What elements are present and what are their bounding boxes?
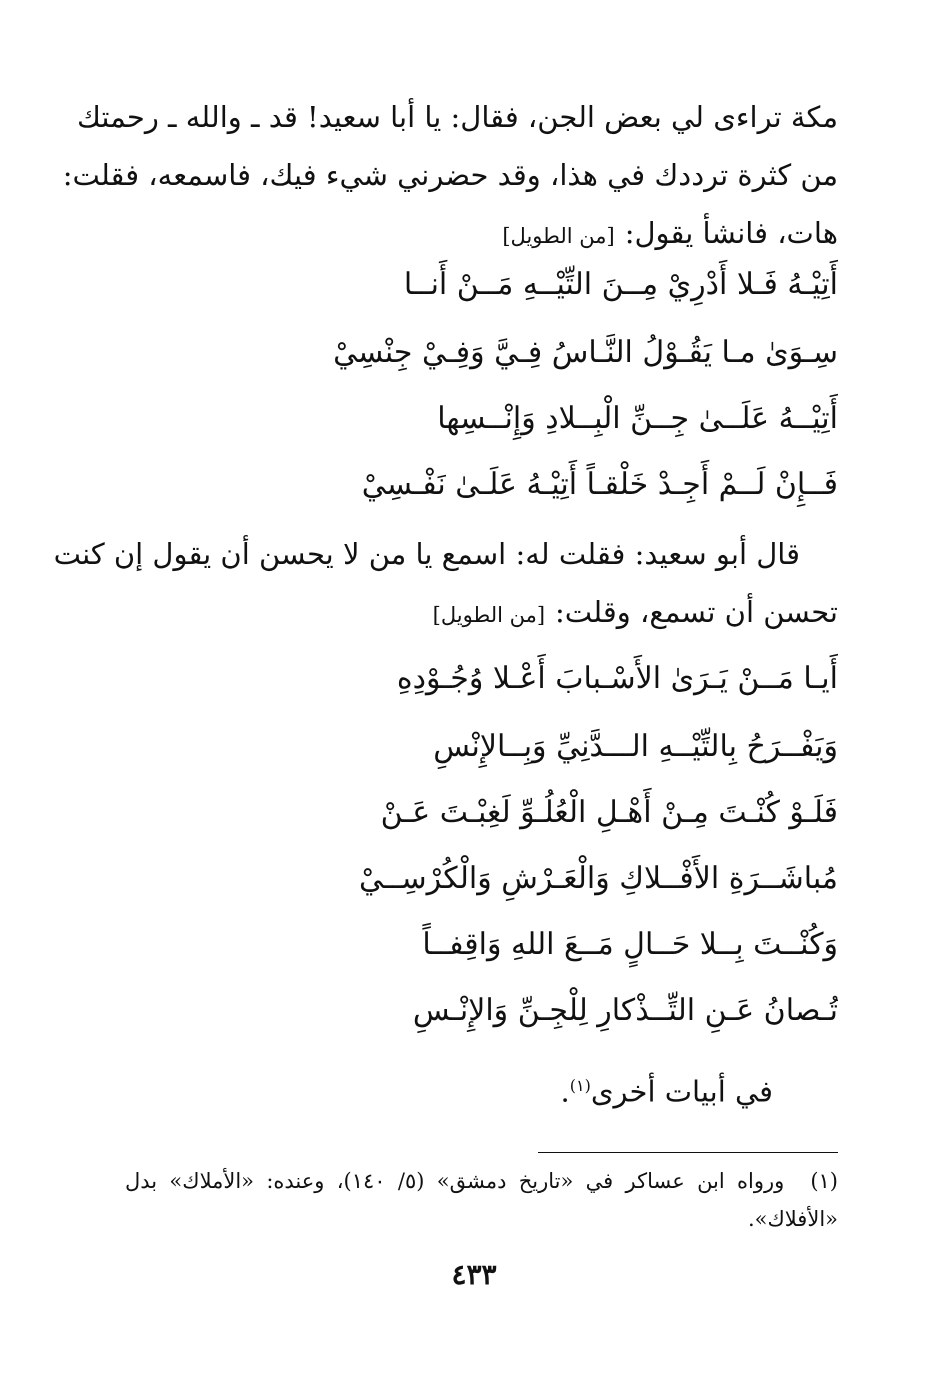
footnote-separator (538, 1152, 838, 1153)
paragraph-line: مكة تراءى لي بعض الجن، فقال: يا أبا سعيد! قد ـ والله ـ رحمتك (76, 100, 838, 134)
intro-paragraph (62, 88, 838, 265)
poem2-verse: وَيَفْــرَحُ بِالتِّيْــهِ الـــدَّنِيِّ وَبِــالإِنْسِ (433, 729, 838, 764)
paragraph-line: من كثرة ترددك في هذا، وقد حضرني شيء فيك، فاسمعه، فقلت: (62, 158, 838, 192)
poem2-verse: فَلَـوْ كُنْـتَ مِـنْ أَهْـلِ الْعُلُـوِّ لَغِبْـتَ عَـنْ (380, 795, 838, 830)
poem1-verse: سِـوَىٰ مـا يَقُـوْلُ النَّـاسُ فِـيَّ وَفِـيْ جِنْسِيْ (333, 335, 838, 370)
closing-end: . (560, 1074, 570, 1109)
footnote-text: ورواه ابن عساكر في «تاريخ دمشق» (٥/ ١٤٠)، وعنده: «الأملاك» بدل «الأفلاك». (125, 1169, 838, 1231)
poem2-verse: وَكُنْــتَ بِــلا حَــالٍ مَــعَ اللهِ وَاقِفــاً (422, 927, 838, 962)
poem2-verse: تُـصانُ عَـنِ التِّــذْكارِ لِلْجِـنِّ وَالإِنْـسِ (412, 993, 838, 1028)
footnote-number: (١) (810, 1169, 838, 1193)
closing-line (561, 1058, 773, 1120)
meter-label: [من الطويل] (432, 603, 546, 627)
poem1-verse: أَتِيْـهُ فَـلا أَدْرِيْ مِــنَ التِّيْــهِ مَــنْ أَنــا (403, 267, 838, 302)
paragraph-line: قال أبو سعيد: فقلت له: اسمع يا من لا يحسن أن يقول إن كنت (53, 537, 800, 571)
paragraph-text: هات، فانشأ يقول: (624, 216, 838, 250)
second-paragraph (53, 525, 838, 644)
poem1-verse: أَتِيْــهُ عَلَــىٰ جِــنِّ الْبِــلادِ وَإِنْــسِها (437, 401, 838, 436)
closing-text: في أبيات أخرى (590, 1074, 773, 1109)
paragraph-text: تحسن أن تسمع، وقلت: (555, 595, 838, 629)
footnote (125, 1162, 838, 1238)
footnote-reference: (١) (569, 1076, 591, 1095)
page-number: ٤٣٣ (451, 1258, 497, 1291)
meter-label: [من الطويل] (502, 224, 615, 248)
paragraph-line (125, 583, 838, 644)
poem2-verse: مُباشَــرَةِ الأَفْــلاكِ وَالْعَـرْشِ وَالْكُرْسِــيْ (358, 861, 838, 896)
poem2-verse: أَيـا مَــنْ يَـرَىٰ الأَسْـبابَ أَعْـلا وُجُـوْدِهِ (396, 661, 838, 696)
poem1-verse: فَــإِنْ لَــمْ أَجِـدْ خَلْقـاً أَتِيْـهُ عَلَـىٰ نَفْـسِيْ (361, 467, 838, 502)
